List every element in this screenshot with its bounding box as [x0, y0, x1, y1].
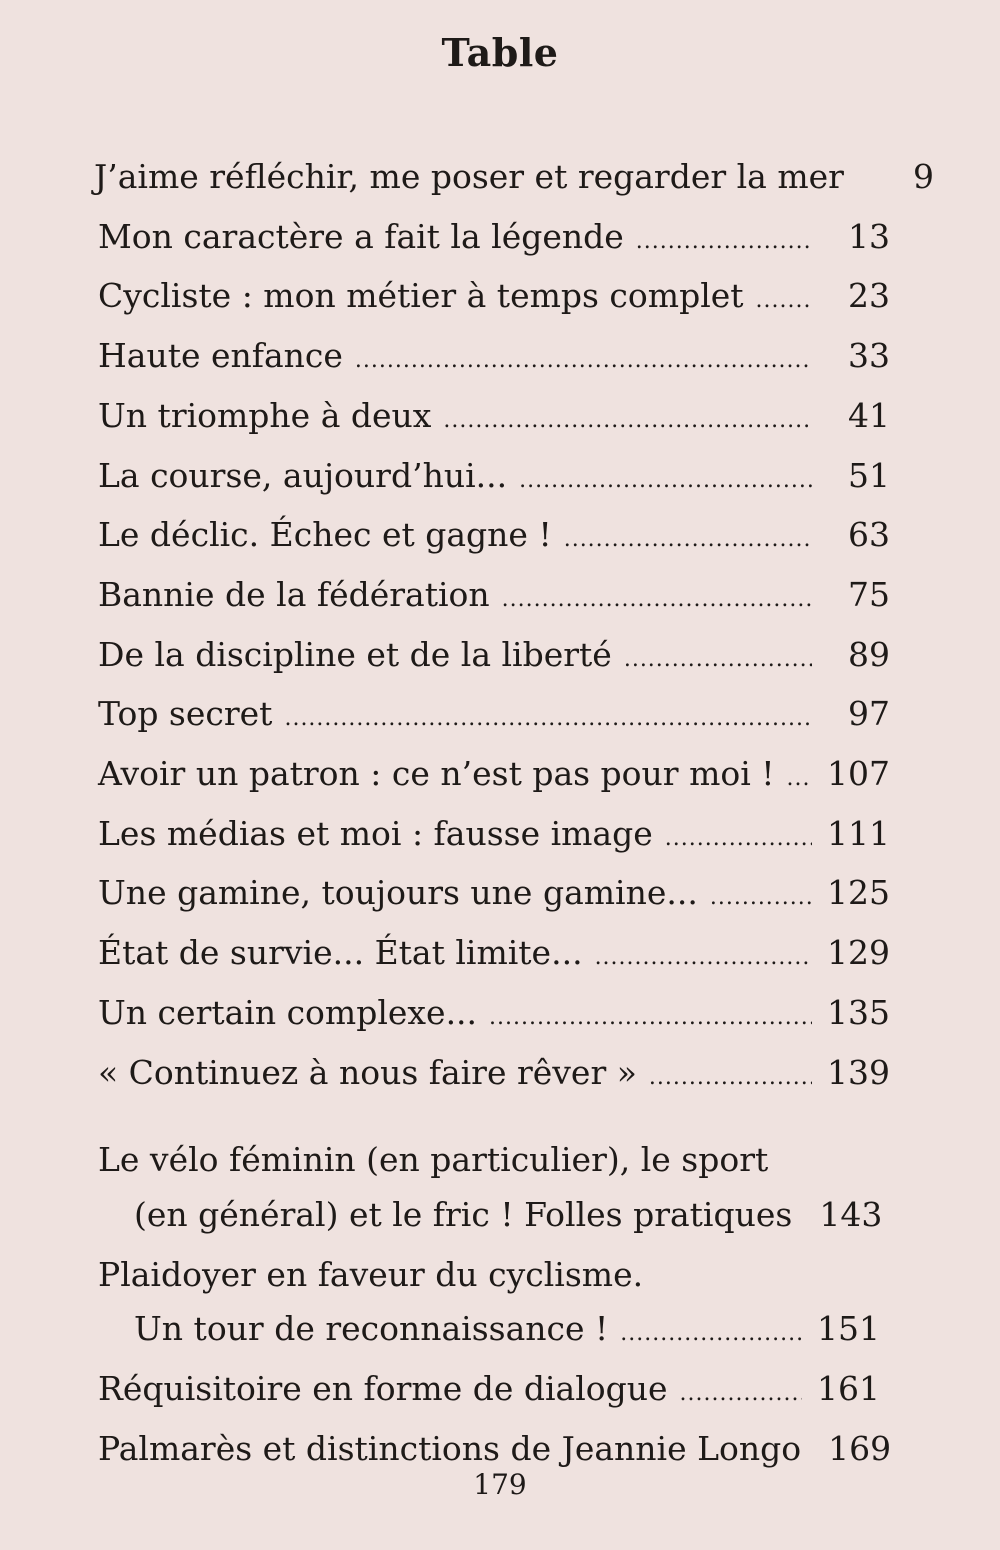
toc-entry-title: (en général) et le fric ! Folles pratiques [134, 1194, 793, 1234]
toc-annex-entry [98, 1248, 890, 1362]
toc-entry-title: J’aime réfléchir, me poser et regarder la mer [94, 157, 844, 196]
toc-entry-page: 139 [827, 1052, 890, 1092]
toc-entry [98, 1362, 880, 1422]
table-of-contents [94, 150, 934, 1481]
toc-entry [98, 210, 890, 270]
toc-annex-list [98, 1133, 890, 1481]
toc-entry [98, 329, 890, 389]
toc-entry-title: Bannie de la fédération [98, 574, 490, 614]
toc-entry-title: Palmarès et distinctions de Jeannie Longo [98, 1428, 802, 1468]
toc-entry-title-line1: Plaidoyer en faveur du cyclisme. [98, 1254, 644, 1294]
toc-entry [94, 150, 934, 210]
toc-entry-page: 111 [827, 813, 890, 853]
toc-entry-page: 161 [817, 1369, 880, 1409]
dot-leader [284, 692, 812, 747]
toc-entry-page: 89 [848, 634, 890, 674]
toc-entry-page: 41 [848, 395, 890, 435]
dot-leader [519, 454, 812, 509]
toc-entry [98, 389, 890, 449]
toc-entry [98, 1046, 890, 1106]
toc-entry-page: 143 [819, 1194, 883, 1234]
toc-entry-title: La course, aujourd’hui... [98, 455, 508, 495]
dot-leader [649, 1051, 812, 1106]
toc-entry [98, 866, 890, 926]
toc-entry [98, 747, 890, 807]
toc-entry-page: 97 [848, 694, 890, 734]
toc-entry [98, 807, 890, 867]
toc-entry-title: Haute enfance [98, 336, 343, 376]
toc-entry-title: Le déclic. Échec et gagne ! [98, 515, 552, 555]
toc-entry-page: 135 [827, 992, 890, 1032]
dot-leader [443, 394, 812, 449]
dot-leader [710, 871, 812, 926]
toc-entry-page: 13 [848, 216, 890, 256]
dot-leader [595, 931, 812, 986]
section-gap [98, 1105, 890, 1133]
dot-leader [680, 1367, 802, 1422]
toc-entry [98, 1188, 883, 1248]
toc-entry-title: « Continuez à nous faire rêver » [98, 1052, 637, 1092]
toc-entry-title: Avoir un patron : ce n’est pas pour moi ! [98, 754, 775, 794]
toc-entry-page: 23 [848, 276, 890, 316]
toc-entry [98, 986, 890, 1046]
toc-entry [98, 1302, 880, 1362]
toc-chapter-list [94, 150, 934, 1105]
toc-entry-title: État de survie... État limite... [98, 933, 583, 973]
dot-leader [502, 573, 812, 628]
toc-entry-title: Cycliste : mon métier à temps complet [98, 276, 744, 316]
toc-entry-page: 125 [827, 873, 890, 913]
toc-entry-page: 151 [817, 1309, 880, 1349]
dot-leader [564, 513, 812, 568]
toc-entry [98, 926, 890, 986]
toc-entry-page: 51 [848, 455, 890, 495]
dot-leader [355, 334, 812, 389]
toc-entry-page: 63 [848, 515, 890, 555]
toc-entry [98, 687, 890, 747]
toc-entry-page: 75 [848, 574, 890, 614]
toc-entry-title: De la discipline et de la liberté [98, 634, 612, 674]
dot-leader [624, 633, 812, 688]
toc-entry-page: 129 [827, 933, 890, 973]
toc-entry-page: 169 [828, 1428, 892, 1468]
toc-entry [98, 449, 890, 509]
toc-annex-entry [98, 1133, 890, 1247]
toc-entry [98, 508, 890, 568]
toc-entry-title: Réquisitoire en forme de dialogue [98, 1369, 668, 1409]
page-number: 179 [473, 1468, 527, 1501]
toc-entry-title-line1: Le vélo féminin (en particulier), le sport [98, 1140, 769, 1180]
toc-entry-page: 107 [827, 754, 890, 794]
dot-leader [756, 274, 812, 329]
dot-leader [636, 215, 812, 270]
toc-entry-title: Mon caractère a fait la légende [98, 216, 624, 256]
toc-entry [98, 568, 890, 628]
toc-entry [98, 269, 890, 329]
toc-entry-title: Les médias et moi : fausse image [98, 813, 653, 853]
toc-entry-page: 33 [848, 336, 890, 376]
page-title: Table [441, 30, 559, 75]
toc-entry-title: Une gamine, toujours une gamine... [98, 873, 698, 913]
toc-entry-title: Un triomphe à deux [98, 395, 432, 435]
toc-entry-page: 9 [912, 157, 934, 196]
toc-entry-title: Top secret [98, 694, 273, 734]
dot-leader [665, 812, 812, 867]
toc-entry [98, 628, 890, 688]
toc-entry-title: Un tour de reconnaissance ! [134, 1309, 609, 1349]
dot-leader [620, 1307, 802, 1362]
toc-entry-title: Un certain complexe... [98, 992, 478, 1032]
toc-annex-entry [98, 1362, 890, 1422]
dot-leader [489, 991, 812, 1046]
dot-leader [787, 752, 812, 807]
